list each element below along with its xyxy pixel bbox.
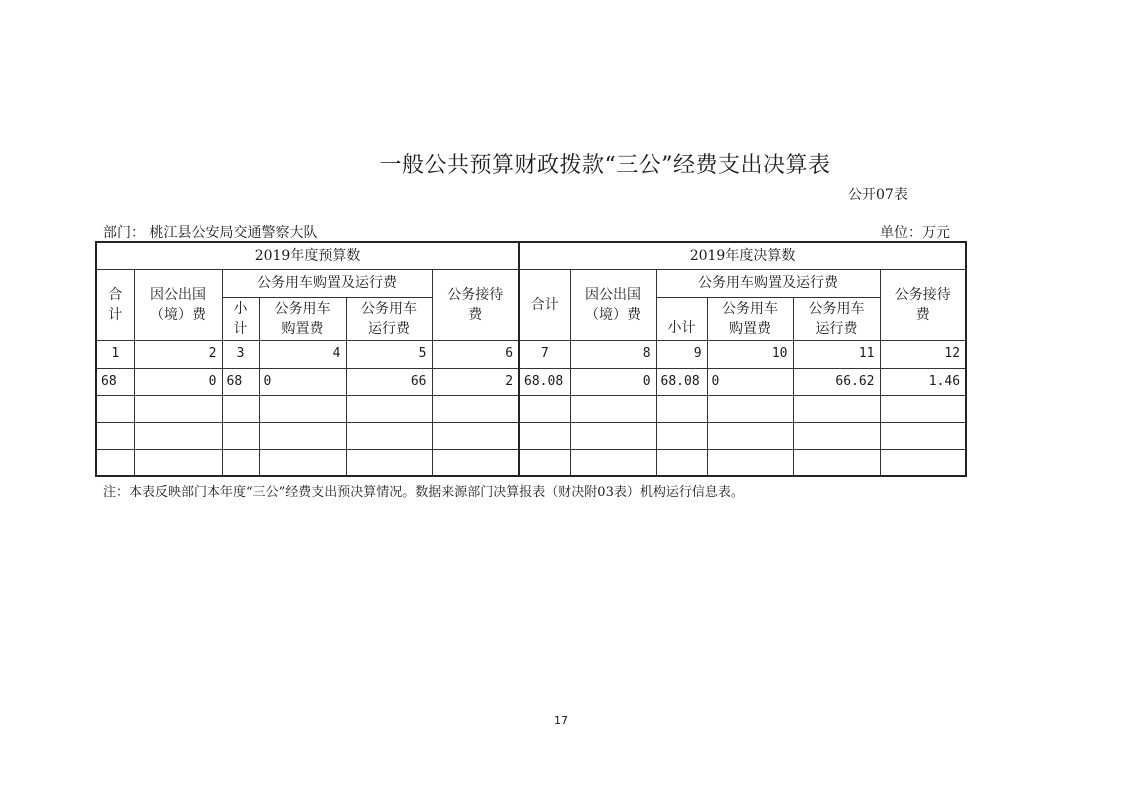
budget-subtotal-header: 小 计 <box>222 297 259 340</box>
expenditure-table <box>95 241 967 477</box>
table-row <box>96 395 966 422</box>
column-number-row <box>96 340 966 368</box>
budget-reception-value: 2 <box>432 368 519 395</box>
final-reception-value: 1.46 <box>880 368 966 395</box>
col-number: 11 <box>793 340 880 368</box>
final-total-value: 68.08 <box>519 368 570 395</box>
final-purchase-header: 公务用车 购置费 <box>707 297 793 340</box>
final-abroad-value: 0 <box>570 368 656 395</box>
col-number: 3 <box>222 340 259 368</box>
page-number: 17 <box>554 714 568 727</box>
final-group-header: 2019年度决算数 <box>519 242 966 269</box>
budget-abroad-header: 因公出国 （境）费 <box>134 269 222 340</box>
table-row <box>96 368 966 395</box>
col-number: 9 <box>656 340 707 368</box>
budget-reception-header: 公务接待 费 <box>432 269 519 340</box>
budget-total-header: 合 计 <box>96 269 134 340</box>
budget-purchase-header: 公务用车 购置费 <box>259 297 346 340</box>
table-row <box>96 422 966 449</box>
table-title: 一般公共预算财政拨款“三公”经费支出决算表 <box>379 153 831 178</box>
col-number: 12 <box>880 340 966 368</box>
col-number: 10 <box>707 340 793 368</box>
form-number: 公开07表 <box>848 187 908 203</box>
final-reception-header: 公务接待 费 <box>880 269 966 340</box>
table-row <box>96 449 966 476</box>
col-number: 5 <box>346 340 432 368</box>
col-number: 6 <box>432 340 519 368</box>
final-total-header: 合计 <box>519 269 570 340</box>
budget-operation-header: 公务用车 运行费 <box>346 297 432 340</box>
budget-operation-value: 66 <box>346 368 432 395</box>
col-number: 7 <box>519 340 570 368</box>
final-subtotal-header: 小计 <box>656 297 707 340</box>
budget-subtotal-value: 68 <box>222 368 259 395</box>
budget-vehicle-group-header: 公务用车购置及运行费 <box>222 269 432 297</box>
budget-purchase-value: 0 <box>259 368 346 395</box>
final-operation-value: 66.62 <box>793 368 880 395</box>
final-purchase-value: 0 <box>707 368 793 395</box>
final-vehicle-group-header: 公务用车购置及运行费 <box>656 269 880 297</box>
final-subtotal-value: 68.08 <box>656 368 707 395</box>
department-label: 部门： 桃江县公安局交通警察大队 <box>103 225 318 241</box>
budget-abroad-value: 0 <box>134 368 222 395</box>
col-number: 8 <box>570 340 656 368</box>
budget-total-value: 68 <box>96 368 134 395</box>
col-number: 2 <box>134 340 222 368</box>
final-abroad-header: 因公出国 （境）费 <box>570 269 656 340</box>
final-operation-header: 公务用车 运行费 <box>793 297 880 340</box>
table-note: 注：本表反映部门本年度“三公”经费支出预决算情况。数据来源部门决算报表（财决附03表）机构运行信息表。 <box>103 485 744 500</box>
col-number: 4 <box>259 340 346 368</box>
unit-label: 单位：万元 <box>880 225 950 241</box>
col-number: 1 <box>96 340 134 368</box>
budget-group-header: 2019年度预算数 <box>96 242 519 269</box>
